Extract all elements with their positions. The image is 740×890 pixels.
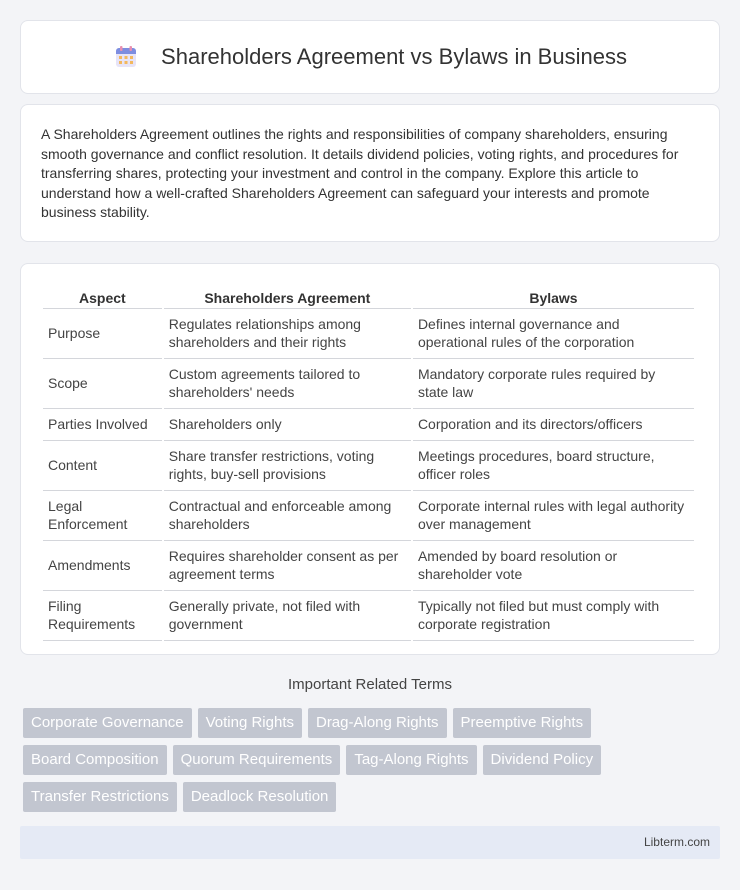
row-aspect: Scope: [43, 359, 162, 409]
comparison-table: [41, 286, 696, 641]
row-agreement: Contractual and enforceable among shareholders: [164, 491, 411, 541]
comparison-table-card: [20, 263, 720, 655]
title-card: [20, 20, 720, 94]
table-row: [43, 359, 694, 409]
row-bylaws: Corporation and its directors/officers: [413, 409, 694, 441]
table-header-row: [43, 286, 694, 309]
header-shareholders-agreement: Shareholders Agreement: [164, 286, 411, 309]
row-agreement: Requires shareholder consent as per agreement terms: [164, 541, 411, 591]
tag-corporate-governance[interactable]: Corporate Governance: [23, 708, 192, 738]
table-row: [43, 541, 694, 591]
row-aspect: Filing Requirements: [43, 591, 162, 641]
footer-site-link[interactable]: Libterm.com: [643, 835, 710, 849]
header-aspect: Aspect: [43, 286, 162, 309]
related-terms-title: Important Related Terms: [288, 676, 452, 693]
related-terms-list: [23, 708, 723, 819]
row-aspect: Purpose: [43, 309, 162, 359]
row-bylaws: Typically not filed but must comply with corporate registration: [413, 591, 694, 641]
row-aspect: Amendments: [43, 541, 162, 591]
intro-text: A Shareholders Agreement outlines the rights and responsibilities of company shareholders, ensuring smooth governance and conflict resolution. It details dividend policies, voting rights, and procedures for transferring shares, protecting your investment and control in the company. Explore this article to understand how a well-crafted Shareholders Agreement can safeguard your interests and promote business stability.: [41, 126, 679, 220]
tag-drag-along-rights[interactable]: Drag-Along Rights: [308, 708, 447, 738]
row-bylaws: Amended by board resolution or shareholder vote: [413, 541, 694, 591]
row-agreement: Regulates relationships among shareholders and their rights: [164, 309, 411, 359]
table-row: [43, 591, 694, 641]
table-row: [43, 309, 694, 359]
row-aspect: Legal Enforcement: [43, 491, 162, 541]
table-row: [43, 441, 694, 491]
header-bylaws: Bylaws: [413, 286, 694, 309]
row-aspect: Parties Involved: [43, 409, 162, 441]
table-row: [43, 409, 694, 441]
tag-dividend-policy[interactable]: Dividend Policy: [483, 745, 602, 775]
row-agreement: Share transfer restrictions, voting rights, buy-sell provisions: [164, 441, 411, 491]
row-aspect: Content: [43, 441, 162, 491]
tag-transfer-restrictions[interactable]: Transfer Restrictions: [23, 782, 177, 812]
row-agreement: Generally private, not filed with government: [164, 591, 411, 641]
row-bylaws: Mandatory corporate rules required by state law: [413, 359, 694, 409]
page-title: Shareholders Agreement vs Bylaws in Business: [161, 44, 627, 69]
row-bylaws: Defines internal governance and operational rules of the corporation: [413, 309, 694, 359]
tag-tag-along-rights[interactable]: Tag-Along Rights: [346, 745, 476, 775]
row-agreement: Custom agreements tailored to shareholders' needs: [164, 359, 411, 409]
row-bylaws: Meetings procedures, board structure, officer roles: [413, 441, 694, 491]
row-agreement: Shareholders only: [164, 409, 411, 441]
calendar-icon: [113, 44, 139, 70]
table-row: [43, 491, 694, 541]
intro-card: [20, 104, 720, 242]
row-bylaws: Corporate internal rules with legal authority over management: [413, 491, 694, 541]
tag-quorum-requirements[interactable]: Quorum Requirements: [173, 745, 341, 775]
tag-preemptive-rights[interactable]: Preemptive Rights: [453, 708, 592, 738]
tag-voting-rights[interactable]: Voting Rights: [198, 708, 302, 738]
tag-board-composition[interactable]: Board Composition: [23, 745, 167, 775]
tag-deadlock-resolution[interactable]: Deadlock Resolution: [183, 782, 337, 812]
footer: [20, 826, 720, 859]
